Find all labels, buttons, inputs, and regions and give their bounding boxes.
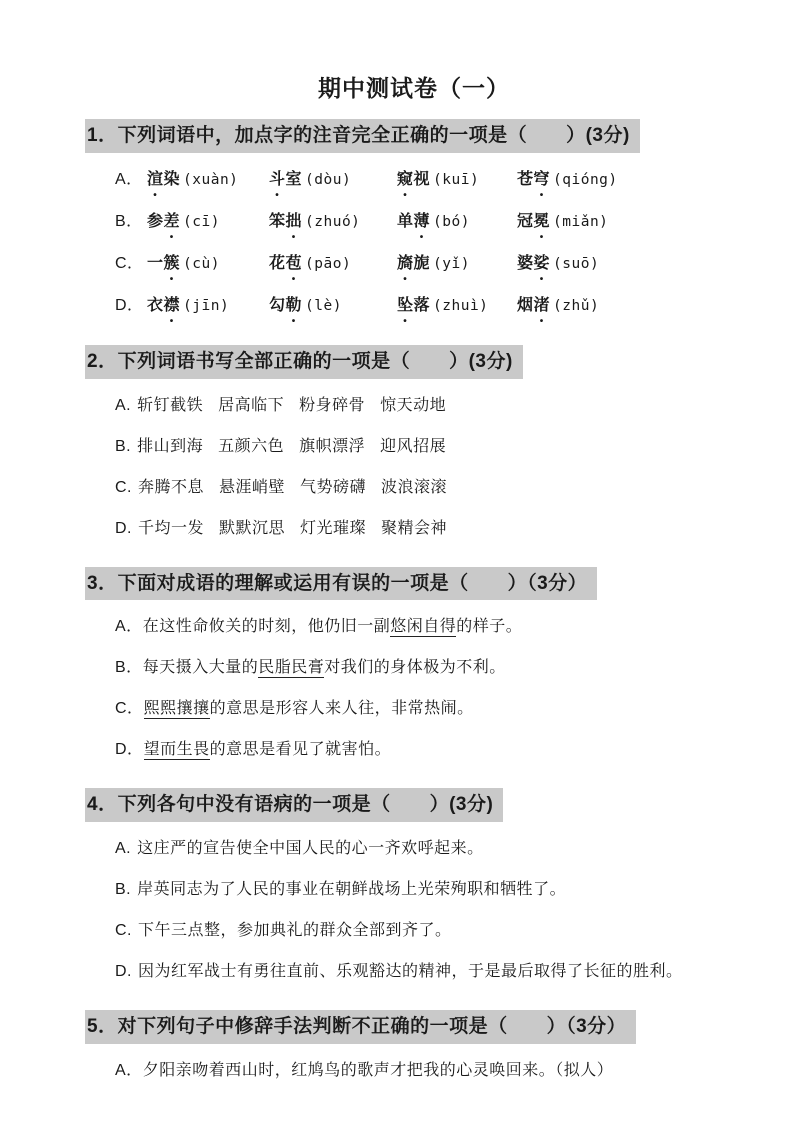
question-1-header: 1．下列词语中，加点字的注音完全正确的一项是（ ）(3分) (85, 119, 640, 153)
word (147, 213, 180, 230)
dotted-char: 簇 (163, 254, 181, 272)
word-item (517, 167, 743, 193)
word (269, 213, 302, 230)
word: 粉身碎骨 (299, 396, 366, 414)
sentence: 因为红军战士有勇往直前、乐观豁达的精神，于是最后取得了长征的胜利。 (138, 963, 683, 980)
q3-option-row-b (115, 655, 743, 680)
word (269, 171, 302, 188)
word (397, 297, 430, 314)
sentence-post: 对我们的身体极为不利。 (324, 659, 506, 677)
word (517, 297, 550, 314)
word (517, 171, 550, 188)
dotted-char: 渲 (147, 170, 164, 188)
option-label: C. (115, 922, 132, 939)
sentence-post: 的意思是看见了就害怕。 (209, 741, 392, 759)
word-item (397, 167, 517, 193)
q2-option-row-b (115, 434, 743, 459)
word-item (269, 167, 397, 193)
word-item (147, 251, 269, 277)
question-4-options (115, 836, 743, 984)
word-pre-char: 一 (147, 254, 164, 272)
option-label: A． (115, 1061, 143, 1079)
pinyin: (pāo) (305, 255, 352, 272)
option-label: D． (115, 296, 144, 314)
word-item (517, 251, 743, 277)
q2-option-row-a (115, 393, 743, 418)
question-1-section (85, 109, 743, 319)
question-5-options (115, 1058, 743, 1083)
word: 波浪滚滚 (381, 478, 448, 496)
pinyin: (jīn) (183, 297, 230, 314)
underlined-idiom: 民脂民膏 (258, 659, 325, 677)
option-label: A． (115, 170, 143, 188)
q2-option-row-d (115, 516, 743, 541)
word: 斩钉截铁 (137, 396, 204, 414)
word-pre-char: 参 (147, 212, 164, 230)
word-pre-char: 笨 (269, 212, 286, 230)
sentence-pre: 每天摄入大量的 (142, 659, 259, 677)
word (517, 213, 550, 230)
word: 奔腾不息 (138, 478, 205, 496)
word: 迎风招展 (380, 437, 447, 455)
word (397, 213, 430, 230)
q3-option-row-a (115, 614, 743, 639)
dotted-char: 穹 (533, 170, 551, 188)
question-3-options (115, 614, 743, 762)
pinyin: (bó) (433, 213, 470, 230)
pinyin: (miǎn) (553, 213, 609, 230)
option-label: A. (115, 396, 132, 414)
question-2-header: 2．下列词语书写全部正确的一项是（ ）(3分) (85, 345, 523, 379)
option-label: C． (115, 254, 144, 272)
q4-option-row-c (115, 918, 743, 943)
word-pre-char: 单 (397, 212, 414, 230)
pinyin: (kuī) (433, 171, 480, 188)
question-4-section (85, 778, 743, 984)
word (397, 255, 430, 272)
pinyin: (cī) (183, 213, 220, 230)
option-label: B. (115, 437, 132, 455)
word-pre-char: 勾 (269, 296, 286, 314)
word (147, 297, 180, 314)
word-item (517, 293, 743, 319)
page-title: 期中测试卷（一） (318, 75, 510, 101)
word-item (269, 209, 397, 235)
option-label: D． (115, 741, 144, 759)
option-label: B． (115, 659, 143, 677)
sentence: 岸英同志为了人民的事业在朝鲜战场上光荣殉职和牺牲了。 (137, 881, 567, 898)
word-post-char: 旎 (413, 254, 431, 272)
dotted-char: 拙 (285, 212, 303, 230)
word: 惊天动地 (380, 396, 447, 414)
word: 气势磅礴 (300, 478, 367, 496)
word-post-char: 室 (285, 170, 303, 188)
sentence: 下午三点整，参加典礼的群众全部到齐了。 (138, 922, 452, 939)
sentence: 这庄严的宣告使全中国人民的心一齐欢呼起来。 (137, 840, 484, 857)
q4-option-row-a (115, 836, 743, 861)
word-pre-char: 衣 (147, 296, 164, 314)
dotted-char: 窥 (397, 170, 414, 188)
word-pre-char: 婆 (517, 254, 534, 272)
option-label: B. (115, 881, 132, 898)
q2-option-row-c (115, 475, 743, 500)
dotted-char: 旖 (397, 254, 414, 272)
word (147, 255, 180, 272)
word-item (147, 167, 269, 193)
pinyin: (suō) (553, 255, 600, 272)
question-4-header: 4．下列各句中没有语病的一项是（ ）(3分) (85, 788, 503, 822)
pinyin: (zhuó) (305, 213, 361, 230)
option-label: D. (115, 963, 132, 980)
pinyin: (qióng) (553, 171, 618, 188)
q5-option-row-a (115, 1058, 743, 1083)
q1-option-row-b (115, 209, 743, 235)
underlined-idiom: 悠闲自得 (390, 618, 457, 636)
option-label: C. (115, 478, 132, 496)
question-3-header: 3．下面对成语的理解或运用有误的一项是（ ）（3分） (85, 567, 597, 601)
question-5-section (85, 1000, 743, 1083)
pinyin: (yǐ) (433, 255, 470, 272)
dotted-char: 差 (163, 212, 181, 230)
word: 灯光璀璨 (300, 519, 367, 537)
sentence-post: 的样子。 (456, 618, 523, 636)
word-item (397, 293, 517, 319)
q4-option-row-b (115, 877, 743, 902)
pinyin: (zhuì) (433, 297, 489, 314)
word-pre-char: 冠 (517, 212, 534, 230)
question-3-section (85, 557, 743, 763)
underlined-idiom: 熙熙攘攘 (143, 700, 210, 718)
pinyin: (cù) (183, 255, 220, 272)
word-item (147, 209, 269, 235)
word (147, 171, 180, 188)
dotted-char: 薄 (413, 212, 431, 230)
word: 居高临下 (218, 396, 285, 414)
pinyin: (lè) (305, 297, 342, 314)
dotted-char: 冕 (533, 212, 551, 230)
q1-option-row-d (115, 293, 743, 319)
word-post-char: 染 (163, 170, 181, 188)
q1-option-row-a (115, 167, 743, 193)
word-post-char: 落 (413, 296, 431, 314)
word: 聚精会神 (381, 519, 448, 537)
word: 旗帜漂浮 (299, 437, 366, 455)
dotted-char: 渚 (533, 296, 551, 314)
word-pre-char: 烟 (517, 296, 534, 314)
word (517, 255, 550, 272)
word (269, 297, 302, 314)
question-2-section (85, 335, 743, 541)
option-label: A． (115, 618, 143, 636)
question-5-header: 5．对下列句子中修辞手法判断不正确的一项是（ ）（3分） (85, 1010, 636, 1044)
word: 五颜六色 (218, 437, 285, 455)
word: 悬涯峭壁 (219, 478, 286, 496)
dotted-char: 勒 (285, 296, 303, 314)
question-2-options (115, 393, 743, 541)
q1-option-row-c (115, 251, 743, 277)
question-1-options (115, 167, 743, 319)
option-label: D. (115, 519, 132, 537)
word-post-char: 视 (413, 170, 431, 188)
q3-option-row-c (115, 696, 743, 721)
sentence: 夕阳亲吻着西山时，红鸠鸟的歌声才把我的心灵唤回来。（拟人） (142, 1061, 614, 1079)
option-label: C． (115, 700, 144, 718)
pinyin: (xuàn) (183, 171, 239, 188)
word-item (147, 293, 269, 319)
dotted-char: 斗 (269, 170, 286, 188)
word-pre-char: 苍 (517, 170, 534, 188)
sentence-post: 的意思是形容人来人往，非常热闹。 (209, 700, 474, 718)
option-label: B． (115, 212, 143, 230)
sentence-pre: 在这性命攸关的时刻，他仍旧一副 (142, 618, 391, 636)
q3-option-row-d (115, 737, 743, 762)
word: 千均一发 (138, 519, 205, 537)
pinyin: (zhǔ) (553, 297, 600, 314)
word: 默默沉思 (219, 519, 286, 537)
word-item (517, 209, 743, 235)
dotted-char: 苞 (285, 254, 303, 272)
word-item (397, 251, 517, 277)
q4-option-row-d (115, 959, 743, 984)
underlined-idiom: 望而生畏 (143, 741, 210, 759)
option-label: A. (115, 840, 132, 857)
dotted-char: 坠 (397, 296, 414, 314)
word: 排山到海 (137, 437, 204, 455)
word-pre-char: 花 (269, 254, 286, 272)
word-item (269, 293, 397, 319)
word (397, 171, 430, 188)
pinyin: (dòu) (305, 171, 352, 188)
word-item (269, 251, 397, 277)
dotted-char: 襟 (163, 296, 181, 314)
word (269, 255, 302, 272)
word-item (397, 209, 517, 235)
dotted-char: 娑 (533, 254, 551, 272)
